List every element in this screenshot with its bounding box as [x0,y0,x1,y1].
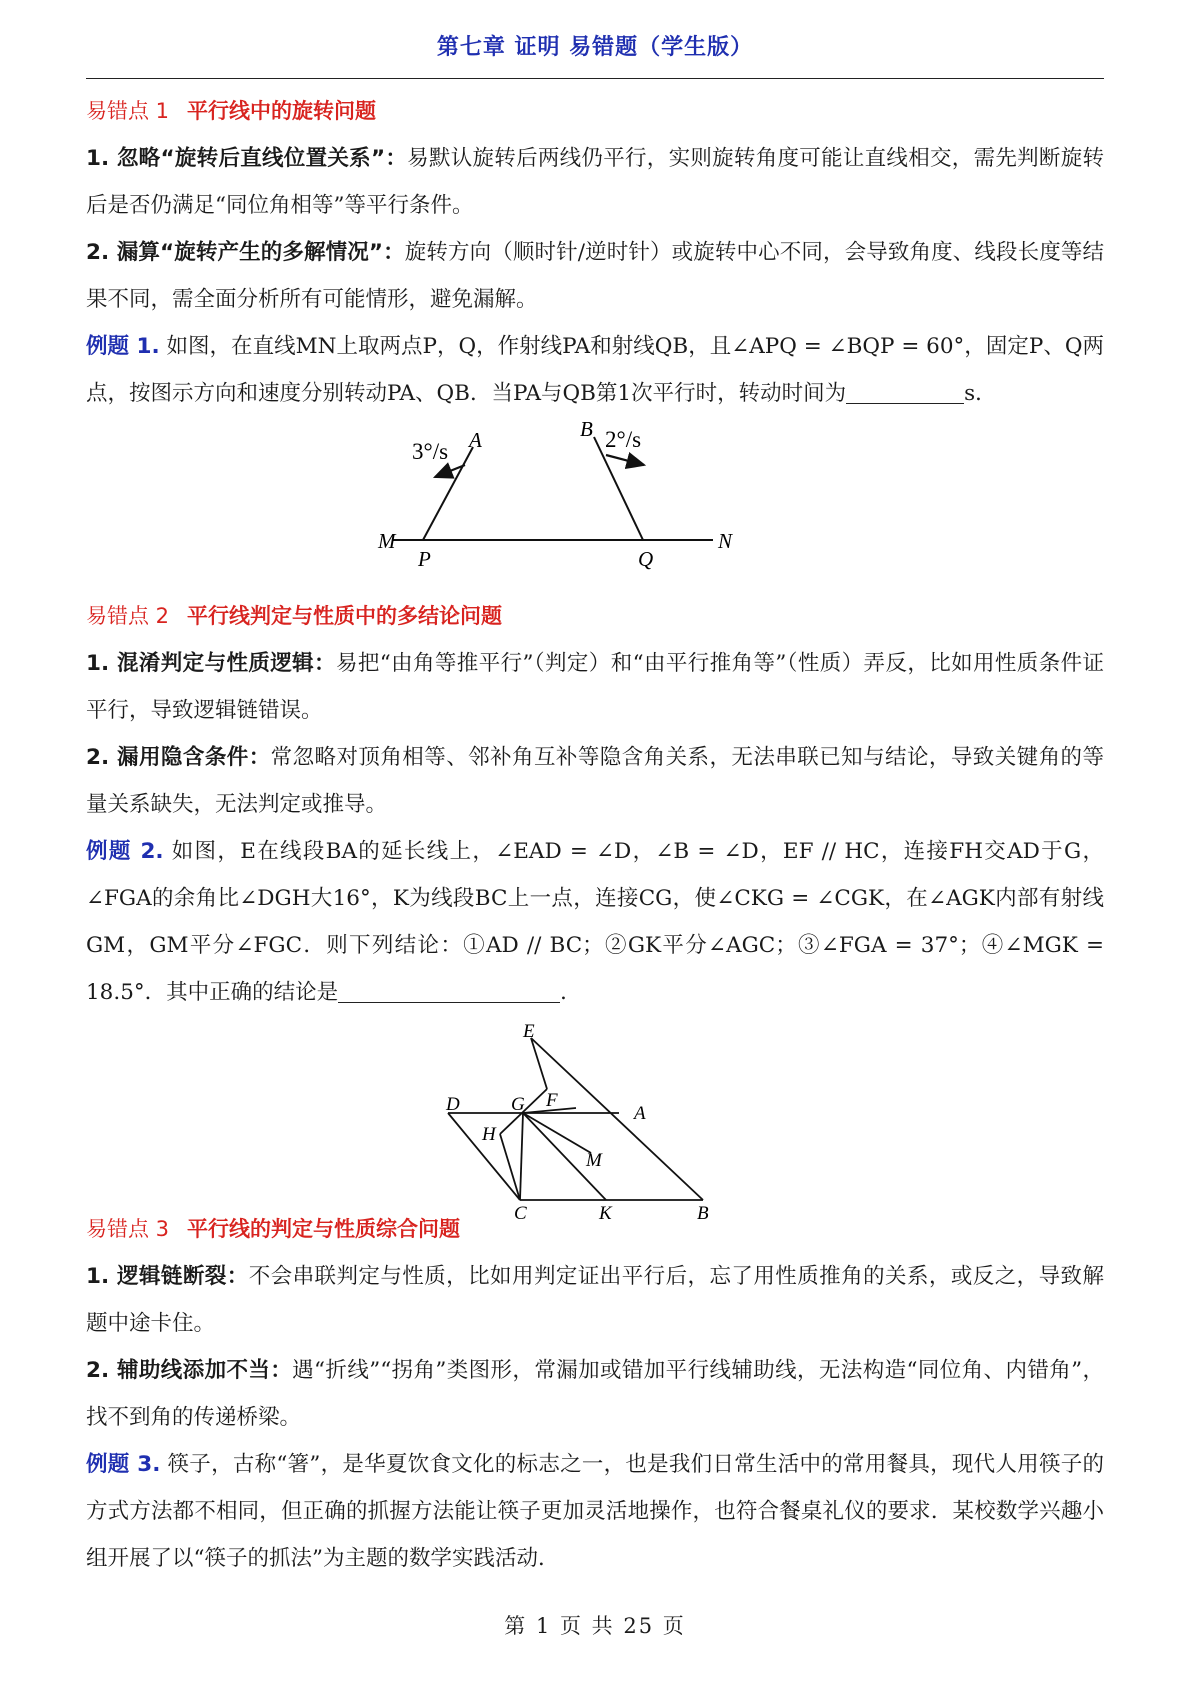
section-3-num: 易错点 3 [86,1217,170,1241]
example-2 [86,828,1104,1016]
point-text: 旋转方向（顺时针/逆时针）或旋转中心不同，会导致角度、线段长度等结果不同，需全面分析所有可能情形，避免漏解。 [86,240,1104,312]
example-2-label: 例题 2. [86,839,164,864]
example-1-label: 例题 1. [86,334,160,359]
section-1-num: 易错点 1 [86,99,170,123]
example-2-text: 如图，E在线段BA的延长线上，∠EAD = ∠D，∠B = ∠D，EF // HC，连接FH交AD于G，∠FGA的余角比∠DGH大16°，K为线段BC上一点，连接CG，使∠CKG = ∠CGK，在∠AGK内部有射线GM，GM平分∠FGC．则下列结论：①AD // BC；②GK平分∠AGC；③∠FGA = 37°；④∠MGK = 18.5°．其中正确的结论是 [86,839,1104,1005]
section-2-point-1 [86,640,1104,734]
point-text: 易把“由角等推平行”（判定）和“由平行推角等”（性质）弄反，比如用性质条件证平行，导致逻辑链错误。 [86,651,1104,723]
section-3-heading: 平行线的判定与性质综合问题 [187,1217,461,1241]
example-2-tail: ． [560,980,582,1005]
line-hc [500,1134,520,1200]
line-eb [531,1038,703,1200]
label-a: A [469,428,482,452]
section-1-point-1 [86,135,1104,229]
label-e: E [523,1021,535,1042]
point-label: 2. 漏算“旋转产生的多解情况”： [86,240,405,265]
point-text: 易默认旋转后两线仍平行，实则旋转角度可能让直线相交，需先判断旋转后是否仍满足“同位角相等”等平行条件。 [86,146,1104,218]
example-1 [86,323,1104,417]
section-1-heading: 平行线中的旋转问题 [187,99,377,123]
point-label: 1. 混淆判定与性质逻辑： [86,651,336,676]
section-1-title [86,88,1104,135]
section-1-point-2 [86,229,1104,323]
speed-b: 2°/s [605,427,642,452]
label-n: N [718,529,733,553]
label-k: K [599,1203,612,1224]
ray-qb [594,437,643,540]
label-b: B [697,1203,709,1224]
answer-blank[interactable] [846,379,964,404]
example-3-text: 筷子，古称“箸”，是华夏饮食文化的标志之一，也是我们日常生活中的常用餐具，现代人用筷子的方式方法都不相同，但正确的抓握方法能让筷子更加灵活地操作，也符合餐桌礼仪的要求．某校数学兴趣小组开展了以“筷子的抓法”为主题的数学实践活动． [86,1452,1104,1571]
point-text: 遇“折线”“拐角”类图形，常漏加或错加平行线辅助线，无法构造“同位角、内错角”，找不到角的传递桥梁。 [86,1358,1105,1430]
example-1-tail: s． [964,381,997,406]
point-label: 1. 逻辑链断裂： [86,1264,249,1289]
point-label: 2. 辅助线添加不当： [86,1358,293,1383]
section-3-title [86,1206,1104,1253]
figure-2 [86,1016,1104,1224]
label-m: M [586,1150,602,1171]
point-label: 1. 忽略“旋转后直线位置关系”： [86,146,408,171]
label-c: C [514,1203,527,1224]
section-3-point-2 [86,1347,1104,1441]
point-text: 常忽略对顶角相等、邻补角互补等隐含角关系，无法串联已知与结论，导致关键角的等量关系缺失，无法判定或推导。 [86,745,1104,817]
label-d: D [446,1094,460,1115]
example-3 [86,1441,1104,1582]
line-cg [520,1113,523,1200]
section-2-title [86,593,1104,640]
example-1-text: 如图，在直线MN上取两点P，Q，作射线PA和射线QB，且∠APQ = ∠BQP = 60°，固定P、Q两点，按图示方向和速度分别转动PA、QB．当PA与QB第1次平行时，转动时间为 [86,334,1104,406]
label-b: B [580,417,593,441]
label-h: H [482,1124,496,1145]
label-f: F [546,1090,558,1111]
label-a: A [634,1103,646,1124]
section-2-point-2 [86,734,1104,828]
line-gm [523,1113,591,1153]
label-q: Q [638,547,654,571]
point-label: 2. 漏用隐含条件： [86,745,271,770]
speed-a: 3°/s [412,439,449,464]
arrow-b [606,455,644,465]
label-m: M [378,529,396,553]
page-footer: 第 1 页 共 25 页 [504,1614,686,1638]
figure-2-svg [86,1016,1104,1224]
section-2-heading: 平行线判定与性质中的多结论问题 [187,604,503,628]
label-g: G [511,1094,525,1115]
label-p: P [418,547,431,571]
section-2-num: 易错点 2 [86,604,170,628]
example-3-label: 例题 3. [86,1452,161,1477]
point-text: 不会串联判定与性质，比如用判定证出平行后，忘了用性质推角的关系，或反之，导致解题中途卡住。 [86,1264,1104,1336]
header-divider [86,78,1104,79]
figure-1-svg [86,417,1104,593]
figure-1 [86,417,1104,593]
page-content [86,88,1104,1582]
page-header: 第七章 证明 易错题（学生版） [436,35,754,60]
section-3-point-1 [86,1253,1104,1347]
answer-blank[interactable] [338,978,560,1003]
